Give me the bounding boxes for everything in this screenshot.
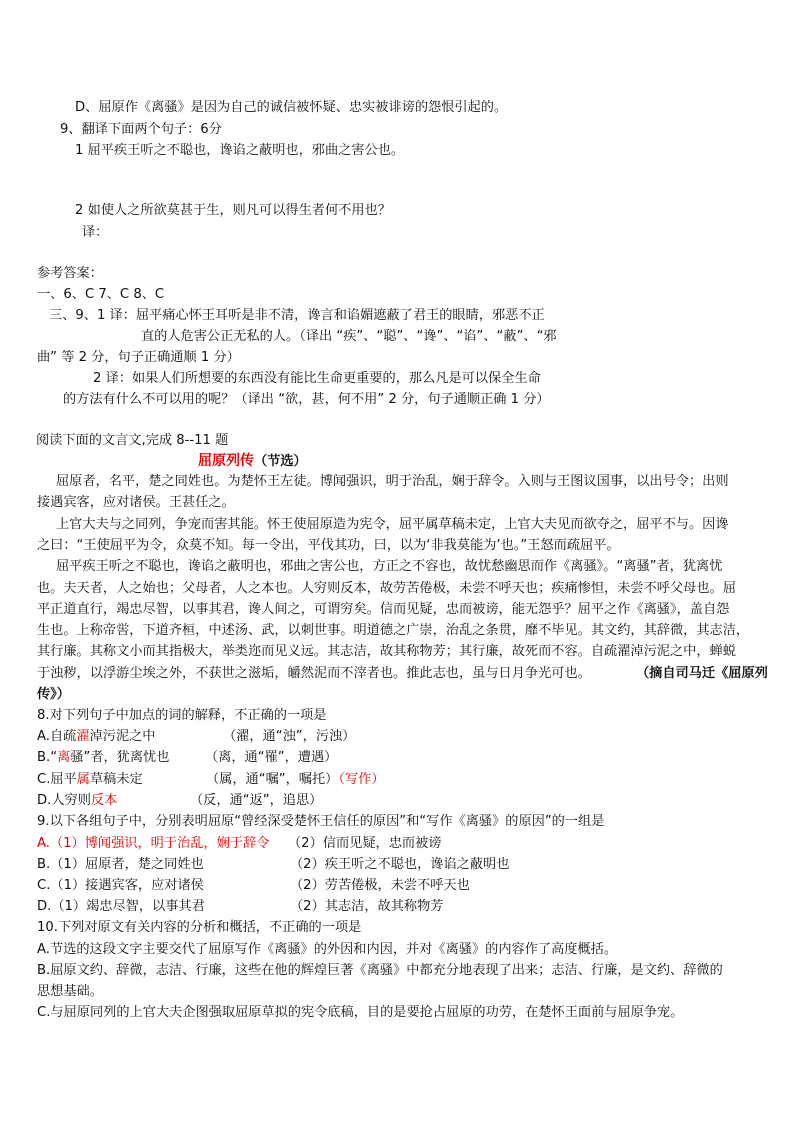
q9-option-a-1: A.（1）博闻强识，明于治乱，娴于辞令: [37, 836, 270, 851]
q9-translate-heading: 9、翻译下面两个句子：6分: [60, 122, 222, 137]
p1-line-2: 接遇宾客，应对诸侯。王甚任之。: [37, 495, 235, 510]
q9-option-d-1: D.（1）竭忠尽智，以事其君: [37, 899, 205, 914]
q8-option-a-gloss: （濯，通“浊”，污浊）: [223, 729, 356, 744]
answers-heading: 参考答案：: [37, 266, 103, 281]
p1-line-1: 屈原者，名平，楚之同姓也。为楚怀王左徒。博闻强识，明于治乱，娴于辞令。入则与王图议国事，以出号令；出则: [56, 474, 729, 489]
q8-option-d-gloss: （反，通“返”，追思）: [190, 793, 323, 808]
p3-line-4: 生也。上称帝喾，下道齐桓，中述汤、武，以刺世事。明道德之广崇，治乱之条贯，靡不毕见。其文约，其辞微，其志洁，: [37, 623, 750, 638]
q8-option-c: C.屈平属草稿未定: [37, 772, 143, 787]
source-line-2: 传》）: [37, 687, 70, 702]
passage-title-main: 屈原列传: [198, 453, 254, 469]
q8-stem: 8.对下列句子中加点的词的解释，不正确的一项是: [37, 708, 327, 723]
p3-line-6: 于浊秽，以浮游尘埃之外，不获世之滋垢，皭然泥而不滓者也。推此志也，虽与日月争光可也。: [37, 666, 591, 681]
source-line-1: （摘自司马迁《屈原列: [636, 666, 768, 681]
reading-intro: 阅读下面的文言文,完成 8--11 题: [36, 433, 229, 448]
q9-option-b-1: B.（1）屈原者，楚之同姓也: [37, 857, 204, 872]
q9-option-a-2: （2）信而见疑，忠而被谤: [288, 836, 442, 851]
q8-option-c-gloss: （属，通“嘱”，嘱托）（写作）: [206, 772, 385, 787]
q8-option-b: B.“离骚”者，犹离忧也: [37, 750, 170, 765]
answers-line-4: 曲” 等 2 分，句子正确通顺 1 分）: [37, 350, 240, 365]
q9-option-d-2: （2）其志洁，故其称物芳: [290, 899, 444, 914]
q10-stem: 10.下列对原文有关内容的分析和概括，不正确的一项是: [37, 920, 362, 935]
q8-c-highlight: 属: [76, 772, 90, 787]
option-d-text: D、屈原作《离骚》是因为自己的诚信被怀疑、忠实被诽谤的怨恨引起的。: [75, 100, 508, 115]
q10-option-b-line-2: 思想基础。: [37, 984, 103, 999]
translate-sentence-1: 1 屈平疾王听之不聪也，谗谄之蔽明也，邪曲之害公也。: [75, 143, 405, 158]
q10-option-a: A.节选的这段文字主要交代了屈原写作《离骚》的外因和内因，并对《离骚》的内容作了高度概括。: [37, 942, 618, 957]
q8-d-highlight: 反本: [90, 793, 118, 808]
answers-line-3: 直的人危害公正无私的人。（译出 “疾”、“聪”、“谗”、“谄”、“蔽”、“邪: [141, 329, 557, 344]
p2-line-1: 上官大夫与之同列，争宠而害其能。怀王使屈原造为宪令，屈平属草稿未定，上官大夫见而欲夺之，屈平不与。因谗: [56, 517, 729, 532]
q8-b-highlight: 离: [57, 750, 71, 765]
q9-option-b-2: （2）疾王听之不聪也，谗谄之蔽明也: [290, 857, 510, 872]
q8-a-highlight: 濯: [76, 729, 90, 744]
q9-option-c-1: C.（1）接遇宾客，应对诸侯: [37, 878, 204, 893]
passage-title: [198, 451, 307, 472]
p3-line-3: 平正道直行，竭忠尽智，以事其君，谗人间之，可谓穷矣。信而见疑，忠而被谤，能无怨乎？屈平之作《离骚》，盖自怨: [37, 602, 730, 617]
answers-line-2: 三、9、1 译：屈平痛心怀王耳听是非不清，谗言和谄媚遮蔽了君王的眼睛，邪恶不正: [49, 308, 545, 323]
q8-option-a: A.自疏濯淖污泥之中: [37, 729, 156, 744]
translate-sentence-2: 2 如使人之所欲莫甚于生，则凡可以得生者何不用也？: [75, 203, 391, 218]
answers-line-6: 的方法有什么不可以用的呢？（译出 “欲，甚，何不用” 2 分，句子通顺正确 1 分）: [63, 392, 550, 407]
q10-option-b-line-1: B.屈原文约、辞微，志洁、行廉，这些在他的辉煌巨著《离骚》中都充分地表现了出来；志洁、行廉，是文约、辞微的: [37, 963, 723, 978]
q8-option-b-gloss: （离，通“罹”，遭遇）: [205, 750, 338, 765]
q9-stem: 9.以下各组句子中，分别表明屈原“曾经深受楚怀王信任的原因”和“写作《离骚》的原因”的一组是: [37, 814, 605, 829]
p2-line-2: 之曰：“王使屈平为令，众莫不知。每一令出，平伐其功，曰，以为‘非我莫能为’也。”王怒而疏屈平。: [37, 538, 620, 553]
p3-line-1: 屈平疾王听之不聪也，谗谄之蔽明也，邪曲之害公也，方正之不容也，故忧愁幽思而作《离骚》。“离骚”者，犹离忧: [56, 559, 723, 574]
p3-line-2: 也。夫天者，人之始也；父母者，人之本也。人穷则反本，故劳苦倦极，未尝不呼天也；疾痛惨怛，未尝不呼父母也。屈: [37, 581, 736, 596]
answers-line-5: 2 译：如果人们所想要的东西没有能比生命更重要的，那么凡是可以保全生命: [93, 371, 541, 386]
passage-title-sub: （节选）: [254, 454, 307, 469]
answers-line-1: 一、6、C 7、C 8、C: [37, 287, 165, 302]
q9-option-c-2: （2）劳苦倦极，未尝不呼天也: [290, 878, 470, 893]
q8-option-d: D.人穷则反本: [37, 793, 118, 808]
q10-option-c: C.与屈原同列的上官大夫企图强取屈原草拟的宪令底稿，目的是要抢占屈原的功劳，在楚怀王面前与屈原争宠。: [37, 1005, 684, 1020]
p3-line-5: 其行廉。其称文小而其指极大，举类迩而见义远。其志洁，故其称物芳；其行廉，故死而不容。自疏濯淖污泥之中，蝉蜕: [37, 644, 736, 659]
translate-label: 译：: [82, 225, 109, 240]
q8-c-note: （写作）: [338, 772, 385, 787]
